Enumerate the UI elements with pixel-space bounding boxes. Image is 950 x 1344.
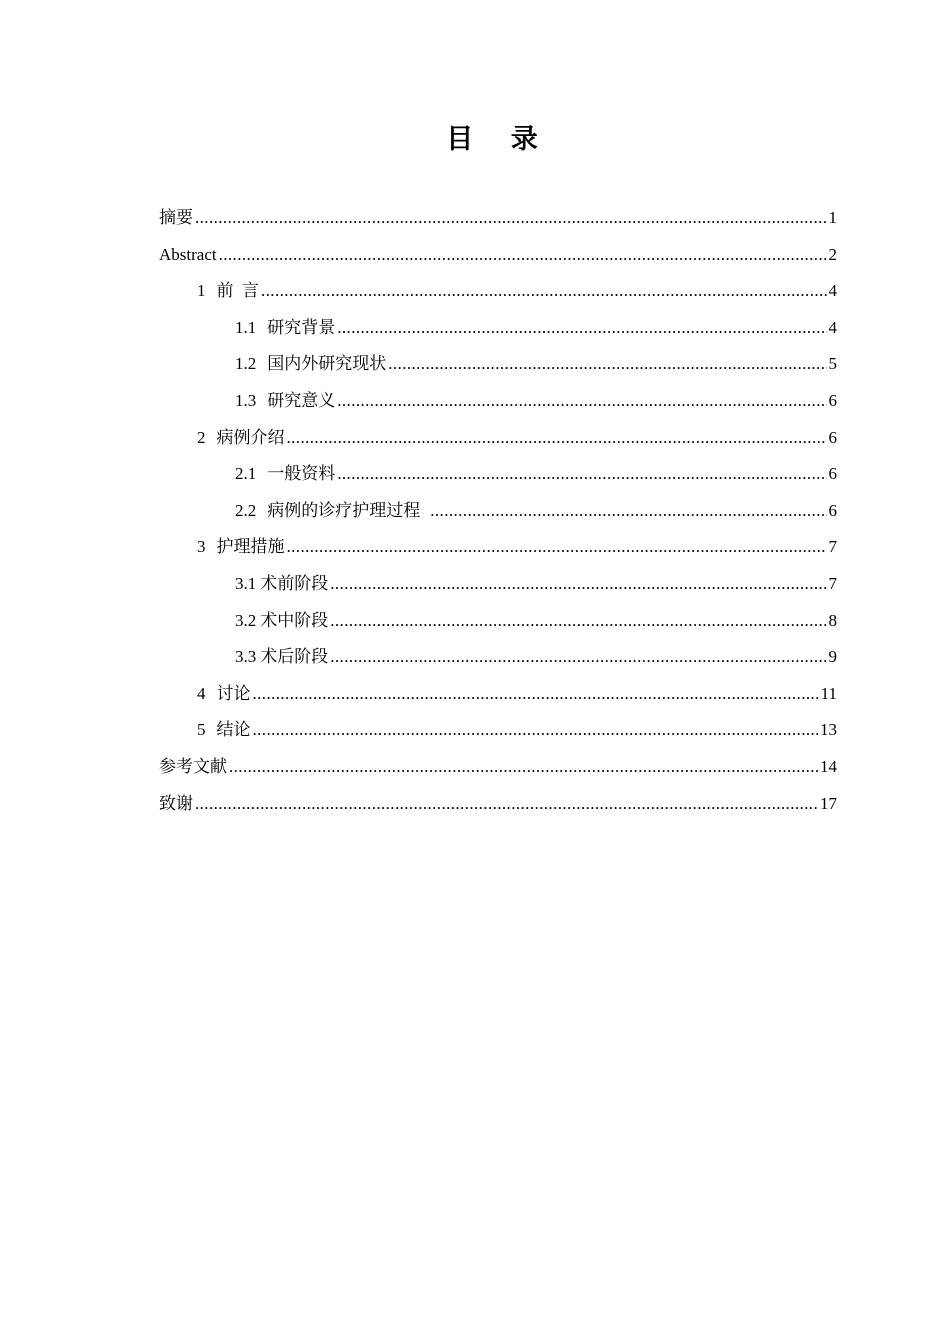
dot-leader <box>261 273 827 310</box>
toc-entry-page: 4 <box>828 317 837 337</box>
toc-entry-label: 研究背景 <box>267 317 336 337</box>
toc-entry-label: 前 言 <box>216 281 259 301</box>
toc-entry-page: 4 <box>828 281 837 301</box>
toc-entry-chapter-3[interactable] <box>159 529 837 566</box>
dot-leader <box>287 420 827 457</box>
dot-leader <box>253 712 819 749</box>
dot-leader <box>337 383 826 420</box>
page-title: 目 录 <box>446 124 552 155</box>
toc-entry-number: 2 <box>197 427 206 447</box>
toc-entry-page: 7 <box>828 537 837 557</box>
dot-leader <box>337 310 826 347</box>
toc-entry-references[interactable] <box>159 749 837 786</box>
toc-entry-page: 17 <box>820 793 837 813</box>
toc-entry-page: 1 <box>828 208 837 227</box>
toc-entry-label: 术中阶段 <box>260 610 329 630</box>
toc-entry-abstract-en[interactable] <box>159 237 837 274</box>
toc-entry-page: 13 <box>820 720 837 740</box>
toc-entry-label: 国内外研究现状 <box>267 354 387 374</box>
toc-entry-section-1-3[interactable] <box>159 383 837 420</box>
toc-entry-number: 1 <box>197 281 206 301</box>
toc-entry-section-3-2[interactable] <box>159 603 837 640</box>
dot-leader <box>330 566 826 603</box>
toc-entry-page: 5 <box>828 354 837 374</box>
toc-entry-number: 1.2 <box>235 354 257 374</box>
toc-entry-page: 6 <box>828 500 837 520</box>
toc-entry-label: 护理措施 <box>216 537 285 557</box>
toc-entry-label: Abstract <box>159 244 217 264</box>
toc-entry-page: 6 <box>828 464 837 484</box>
dot-leader <box>229 749 818 786</box>
toc-entry-label: 结论 <box>216 720 251 740</box>
toc-entry-section-2-1[interactable] <box>159 456 837 493</box>
table-of-contents <box>159 200 837 822</box>
dot-leader <box>430 493 826 530</box>
toc-entry-label: 摘要 <box>159 208 193 227</box>
toc-entry-label: 术后阶段 <box>260 647 329 667</box>
toc-entry-number: 4 <box>197 683 206 703</box>
toc-entry-page: 2 <box>828 244 837 264</box>
toc-entry-page: 11 <box>820 683 837 703</box>
toc-entry-number: 3.3 <box>235 647 257 667</box>
dot-leader <box>287 529 827 566</box>
toc-entry-page: 9 <box>828 647 837 667</box>
toc-entry-label: 一般资料 <box>267 464 336 484</box>
toc-entry-label: 研究意义 <box>267 390 336 410</box>
dot-leader <box>195 200 827 237</box>
toc-entry-page: 6 <box>828 427 837 447</box>
toc-entry-page: 14 <box>820 756 837 776</box>
toc-entry-number: 3 <box>197 537 206 557</box>
dot-leader <box>195 786 818 823</box>
toc-entry-page: 8 <box>828 610 837 630</box>
toc-entry-number: 2.2 <box>235 500 257 520</box>
toc-entry-number: 1.3 <box>235 390 257 410</box>
toc-entry-chapter-2[interactable] <box>159 420 837 457</box>
toc-entry-label: 术前阶段 <box>260 573 329 593</box>
toc-entry-label: 病例的诊疗护理过程 <box>267 500 421 520</box>
toc-entry-number: 2.1 <box>235 464 257 484</box>
dot-leader <box>219 237 827 274</box>
dot-leader <box>337 456 826 493</box>
toc-entry-label: 参考文献 <box>159 756 227 776</box>
toc-entry-chapter-5[interactable] <box>159 712 837 749</box>
toc-entry-label: 致谢 <box>159 793 193 813</box>
dot-leader <box>330 603 826 640</box>
dot-leader <box>388 346 826 383</box>
toc-entry-section-3-1[interactable] <box>159 566 837 603</box>
toc-entry-chapter-4[interactable] <box>159 676 837 713</box>
toc-entry-page: 7 <box>828 573 837 593</box>
dot-leader <box>330 639 826 676</box>
toc-entry-label: 讨论 <box>216 683 251 703</box>
toc-entry-page: 6 <box>828 390 837 410</box>
toc-entry-section-3-3[interactable] <box>159 639 837 676</box>
toc-entry-label: 病例介绍 <box>216 427 285 447</box>
toc-entry-number: 1.1 <box>235 317 257 337</box>
toc-entry-section-2-2[interactable] <box>159 493 837 530</box>
toc-entry-abstract-cn[interactable] <box>159 200 837 237</box>
toc-entry-section-1-1[interactable] <box>159 310 837 347</box>
toc-entry-number: 5 <box>197 720 206 740</box>
toc-entry-chapter-1[interactable] <box>159 273 837 310</box>
dot-leader <box>253 676 819 713</box>
toc-entry-acknowledgements[interactable] <box>159 786 837 823</box>
toc-entry-number: 3.1 <box>235 573 257 593</box>
toc-entry-number: 3.2 <box>235 610 257 630</box>
toc-entry-section-1-2[interactable] <box>159 346 837 383</box>
